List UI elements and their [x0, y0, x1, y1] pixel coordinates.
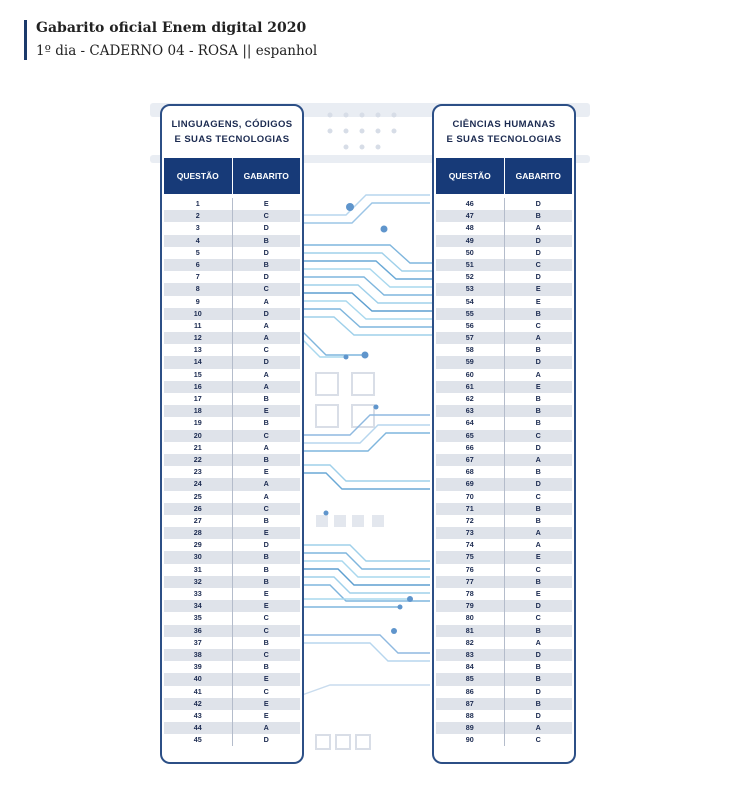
table-row	[436, 649, 572, 661]
question-number: 36	[193, 625, 202, 635]
table-row	[164, 698, 300, 710]
table-row	[164, 344, 300, 356]
answer-letter: C	[232, 503, 301, 515]
page-subtitle: 1º dia - CADERNO 04 - ROSA || espanhol	[36, 43, 318, 59]
table-row	[164, 539, 300, 551]
answer-letter: D	[504, 600, 573, 612]
question-number: 86	[465, 686, 474, 696]
table-row	[436, 235, 572, 247]
question-number: 87	[465, 698, 474, 708]
answer-letter: D	[504, 235, 573, 247]
table-row	[436, 393, 572, 405]
table-row	[164, 442, 300, 454]
table-row	[164, 673, 300, 685]
answer-letter: B	[504, 210, 573, 222]
question-number: 63	[465, 406, 474, 416]
question-number: 42	[193, 698, 202, 708]
answer-letter: B	[504, 503, 573, 515]
question-number: 71	[465, 503, 474, 513]
question-number: 62	[465, 394, 474, 403]
answer-letter: A	[232, 381, 301, 393]
answer-letter: B	[232, 551, 301, 563]
question-number: 21	[193, 442, 202, 452]
answer-letter: D	[504, 198, 573, 210]
answer-letter: A	[504, 454, 573, 466]
table-row	[164, 491, 300, 503]
table-title-line: LINGUAGENS, CÓDIGOS	[171, 119, 293, 130]
answer-letter: E	[504, 551, 573, 563]
answer-letter: A	[504, 369, 573, 381]
question-number: 14	[193, 357, 202, 367]
answer-letter: C	[504, 259, 573, 271]
question-number: 49	[465, 235, 474, 245]
question-number: 7	[195, 272, 200, 282]
table-row	[436, 369, 572, 381]
table-row	[164, 454, 300, 466]
table-row	[436, 551, 572, 563]
question-number: 76	[465, 564, 474, 574]
question-number: 26	[193, 503, 202, 513]
table-row	[436, 734, 572, 746]
answer-letter: C	[504, 612, 573, 624]
question-number: 59	[465, 357, 474, 367]
table-row	[436, 247, 572, 259]
table-row	[164, 527, 300, 539]
linguagens-answer-table	[160, 104, 304, 764]
header-accent-bar	[24, 20, 27, 60]
question-number: 30	[193, 552, 202, 562]
answer-letter: B	[232, 515, 301, 527]
answer-letter: B	[504, 466, 573, 478]
question-number: 39	[193, 662, 202, 672]
table-row	[164, 588, 300, 600]
answer-letter: A	[232, 491, 301, 503]
table-row	[164, 515, 300, 527]
table-header	[436, 158, 572, 194]
table-row	[436, 600, 572, 612]
table-row	[164, 430, 300, 442]
answer-letter: B	[232, 235, 301, 247]
answer-letter: B	[232, 564, 301, 576]
question-number: 65	[465, 430, 474, 440]
answer-letter: C	[232, 612, 301, 624]
table-row	[436, 271, 572, 283]
answer-letter: B	[504, 344, 573, 356]
answer-letter: C	[232, 210, 301, 222]
table-row	[164, 405, 300, 417]
question-number: 23	[193, 467, 202, 477]
table-row	[436, 491, 572, 503]
table-row	[436, 442, 572, 454]
question-number: 37	[193, 637, 202, 647]
table-row	[436, 296, 572, 308]
table-row	[164, 503, 300, 515]
question-number: 4	[195, 235, 200, 245]
table-row	[436, 405, 572, 417]
question-number: 8	[195, 284, 200, 294]
answer-letter: D	[232, 222, 301, 234]
answer-letter: B	[504, 405, 573, 417]
answer-letter: E	[504, 283, 573, 295]
question-number: 17	[193, 394, 202, 403]
answer-letter: A	[504, 637, 573, 649]
table-row	[164, 259, 300, 271]
table-row	[436, 283, 572, 295]
table-row	[164, 710, 300, 722]
question-number: 79	[465, 601, 474, 611]
answer-letter: C	[504, 564, 573, 576]
table-row	[436, 356, 572, 368]
answer-letter: E	[232, 466, 301, 478]
question-number: 34	[193, 601, 202, 611]
table-row	[164, 222, 300, 234]
question-number: 24	[193, 479, 202, 489]
header-questao: QUESTÃO	[448, 171, 491, 181]
table-row	[436, 515, 572, 527]
table-row	[436, 637, 572, 649]
question-number: 74	[465, 540, 474, 550]
answer-letter: C	[232, 283, 301, 295]
answer-letter: A	[232, 478, 301, 490]
table-row	[436, 527, 572, 539]
table-row	[436, 539, 572, 551]
answer-letter: C	[504, 430, 573, 442]
question-number: 40	[193, 674, 202, 684]
header-questao: QUESTÃO	[176, 171, 219, 181]
table-row	[436, 698, 572, 710]
answer-letter: B	[504, 661, 573, 673]
question-number: 66	[465, 442, 474, 452]
table-row	[164, 466, 300, 478]
question-number: 32	[193, 576, 202, 586]
table-row	[436, 612, 572, 624]
question-number: 45	[193, 735, 202, 745]
answer-letter: A	[504, 527, 573, 539]
answer-letter: C	[232, 625, 301, 637]
question-number: 27	[193, 515, 202, 525]
table-row	[164, 686, 300, 698]
question-number: 18	[193, 406, 202, 416]
answer-letter: B	[504, 515, 573, 527]
table-row	[436, 722, 572, 734]
table-row	[164, 308, 300, 320]
question-number: 60	[465, 369, 474, 379]
answer-letter: D	[504, 356, 573, 368]
table-row	[164, 722, 300, 734]
question-number: 82	[465, 637, 474, 647]
table-row	[164, 600, 300, 612]
question-number: 25	[193, 491, 202, 501]
answer-letter: C	[232, 344, 301, 356]
table-row	[164, 320, 300, 332]
answer-letter: E	[232, 198, 301, 210]
answer-letter: A	[504, 222, 573, 234]
question-number: 29	[193, 540, 202, 550]
question-number: 31	[193, 564, 202, 574]
answer-letter: B	[232, 417, 301, 429]
table-row	[164, 271, 300, 283]
answer-letter: B	[504, 393, 573, 405]
question-number: 69	[465, 479, 474, 489]
question-number: 68	[465, 467, 474, 477]
question-number: 61	[465, 381, 474, 391]
table-title	[434, 106, 574, 156]
table-row	[164, 235, 300, 247]
table-row	[436, 576, 572, 588]
question-number: 33	[193, 589, 202, 598]
table-row	[164, 478, 300, 490]
table-row	[164, 393, 300, 405]
answer-letter: E	[232, 588, 301, 600]
answer-letter: E	[504, 588, 573, 600]
table-row	[436, 454, 572, 466]
question-number: 2	[195, 211, 200, 221]
question-number: 5	[195, 247, 200, 257]
question-number: 41	[193, 686, 202, 696]
question-number: 47	[465, 211, 474, 221]
answer-letter: C	[232, 649, 301, 661]
table-row	[164, 564, 300, 576]
question-number: 22	[193, 454, 202, 464]
answer-letter: A	[232, 320, 301, 332]
question-number: 48	[465, 223, 474, 233]
answer-letter: D	[504, 649, 573, 661]
question-number: 75	[465, 552, 474, 562]
answer-letter: C	[504, 491, 573, 503]
answer-letter: D	[232, 356, 301, 368]
question-number: 77	[465, 576, 474, 586]
table-row	[164, 369, 300, 381]
header-gabarito: GABARITO	[504, 158, 573, 194]
table-title	[162, 106, 302, 156]
table-title-line: E SUAS TECNOLOGIAS	[446, 134, 562, 145]
answer-letter: E	[504, 296, 573, 308]
table-row	[164, 576, 300, 588]
table-row	[436, 710, 572, 722]
table-row	[164, 356, 300, 368]
answer-letter: B	[232, 393, 301, 405]
answer-letter: B	[504, 673, 573, 685]
table-row	[164, 198, 300, 210]
question-number: 28	[193, 528, 202, 538]
question-number: 9	[195, 296, 200, 306]
question-number: 85	[465, 674, 474, 684]
answer-letter: B	[504, 576, 573, 588]
table-row	[164, 417, 300, 429]
answer-letter: B	[504, 625, 573, 637]
table-row	[436, 686, 572, 698]
table-row	[436, 332, 572, 344]
question-number: 54	[465, 296, 474, 306]
table-row	[436, 344, 572, 356]
answer-letter: C	[504, 320, 573, 332]
answer-letter: B	[232, 454, 301, 466]
table-body	[436, 198, 572, 746]
table-row	[436, 503, 572, 515]
table-body	[164, 198, 300, 746]
table-row	[436, 466, 572, 478]
question-number: 19	[193, 418, 202, 428]
question-number: 50	[465, 247, 474, 257]
question-number: 57	[465, 333, 474, 343]
table-header	[164, 158, 300, 194]
table-row	[436, 210, 572, 222]
answer-letter: A	[232, 332, 301, 344]
table-row	[164, 734, 300, 746]
table-row	[164, 612, 300, 624]
question-number: 56	[465, 320, 474, 330]
question-number: 53	[465, 284, 474, 294]
answer-letter: B	[504, 308, 573, 320]
answer-letter: D	[504, 271, 573, 283]
question-number: 38	[193, 649, 202, 659]
question-number: 81	[465, 625, 474, 635]
question-number: 46	[465, 199, 474, 208]
question-number: 83	[465, 649, 474, 659]
table-row	[436, 564, 572, 576]
table-row	[436, 222, 572, 234]
question-number: 11	[193, 320, 202, 330]
table-row	[436, 478, 572, 490]
table-row	[436, 308, 572, 320]
table-row	[164, 649, 300, 661]
table-row	[164, 296, 300, 308]
answer-letter: E	[232, 527, 301, 539]
answer-letter: E	[232, 673, 301, 685]
answer-letter: D	[232, 734, 301, 746]
answer-letter: A	[232, 369, 301, 381]
answer-letter: B	[232, 637, 301, 649]
question-number: 80	[465, 613, 474, 623]
question-number: 73	[465, 528, 474, 538]
question-number: 35	[193, 613, 202, 623]
table-row	[164, 381, 300, 393]
answer-letter: B	[232, 259, 301, 271]
question-number: 44	[193, 723, 202, 733]
question-number: 6	[195, 259, 200, 269]
question-number: 20	[193, 430, 202, 440]
answer-letter: E	[232, 600, 301, 612]
table-row	[164, 637, 300, 649]
table-row	[436, 259, 572, 271]
answer-letter: B	[504, 417, 573, 429]
answer-letter: A	[504, 722, 573, 734]
table-row	[164, 283, 300, 295]
answer-letter: B	[232, 576, 301, 588]
question-number: 51	[465, 259, 474, 269]
answer-letter: D	[504, 442, 573, 454]
answer-letter: B	[232, 661, 301, 673]
table-title-line: E SUAS TECNOLOGIAS	[174, 134, 290, 145]
answer-letter: D	[504, 478, 573, 490]
table-row	[164, 625, 300, 637]
answer-letter: C	[504, 734, 573, 746]
table-row	[436, 588, 572, 600]
table-row	[436, 661, 572, 673]
header-gabarito: GABARITO	[232, 158, 301, 194]
question-number: 72	[465, 515, 474, 525]
question-number: 55	[465, 308, 474, 318]
question-number: 89	[465, 723, 474, 733]
table-row	[164, 661, 300, 673]
table-row	[164, 247, 300, 259]
question-number: 15	[193, 369, 202, 379]
table-row	[436, 625, 572, 637]
question-number: 58	[465, 345, 474, 355]
answer-letter: D	[232, 271, 301, 283]
question-number: 16	[193, 381, 202, 391]
answer-letter: E	[232, 710, 301, 722]
table-row	[436, 417, 572, 429]
answer-letter: A	[232, 296, 301, 308]
question-number: 3	[195, 223, 200, 233]
question-number: 43	[193, 710, 202, 720]
table-row	[436, 430, 572, 442]
question-number: 90	[465, 735, 474, 745]
question-number: 84	[465, 662, 474, 672]
question-number: 13	[193, 345, 202, 355]
table-row	[164, 551, 300, 563]
humanas-answer-table	[432, 104, 576, 764]
answer-letter: B	[504, 698, 573, 710]
answer-letter: E	[504, 381, 573, 393]
table-row	[436, 198, 572, 210]
answer-letter: E	[232, 405, 301, 417]
answer-letter: A	[232, 442, 301, 454]
answer-letter: D	[232, 308, 301, 320]
table-row	[436, 381, 572, 393]
question-number: 67	[465, 454, 474, 464]
answer-letter: A	[504, 332, 573, 344]
answer-letter: D	[504, 686, 573, 698]
question-number: 70	[465, 491, 474, 501]
answer-letter: D	[504, 247, 573, 259]
answer-letter: A	[504, 539, 573, 551]
page-title: Gabarito oficial Enem digital 2020	[36, 20, 307, 36]
question-number: 52	[465, 272, 474, 282]
answer-letter: A	[232, 722, 301, 734]
table-row	[436, 673, 572, 685]
question-number: 64	[465, 418, 474, 428]
question-number: 12	[193, 333, 202, 343]
answer-letter: D	[232, 247, 301, 259]
answer-letter: E	[232, 698, 301, 710]
answer-letter: D	[232, 539, 301, 551]
table-row	[164, 210, 300, 222]
table-title-line: CIÊNCIAS HUMANAS	[452, 119, 556, 130]
answer-letter: C	[232, 430, 301, 442]
question-number: 88	[465, 710, 474, 720]
answer-letter: D	[504, 710, 573, 722]
question-number: 1	[195, 199, 200, 208]
question-number: 10	[193, 308, 202, 318]
question-number: 78	[465, 589, 474, 598]
table-row	[436, 320, 572, 332]
table-row	[164, 332, 300, 344]
answer-letter: C	[232, 686, 301, 698]
